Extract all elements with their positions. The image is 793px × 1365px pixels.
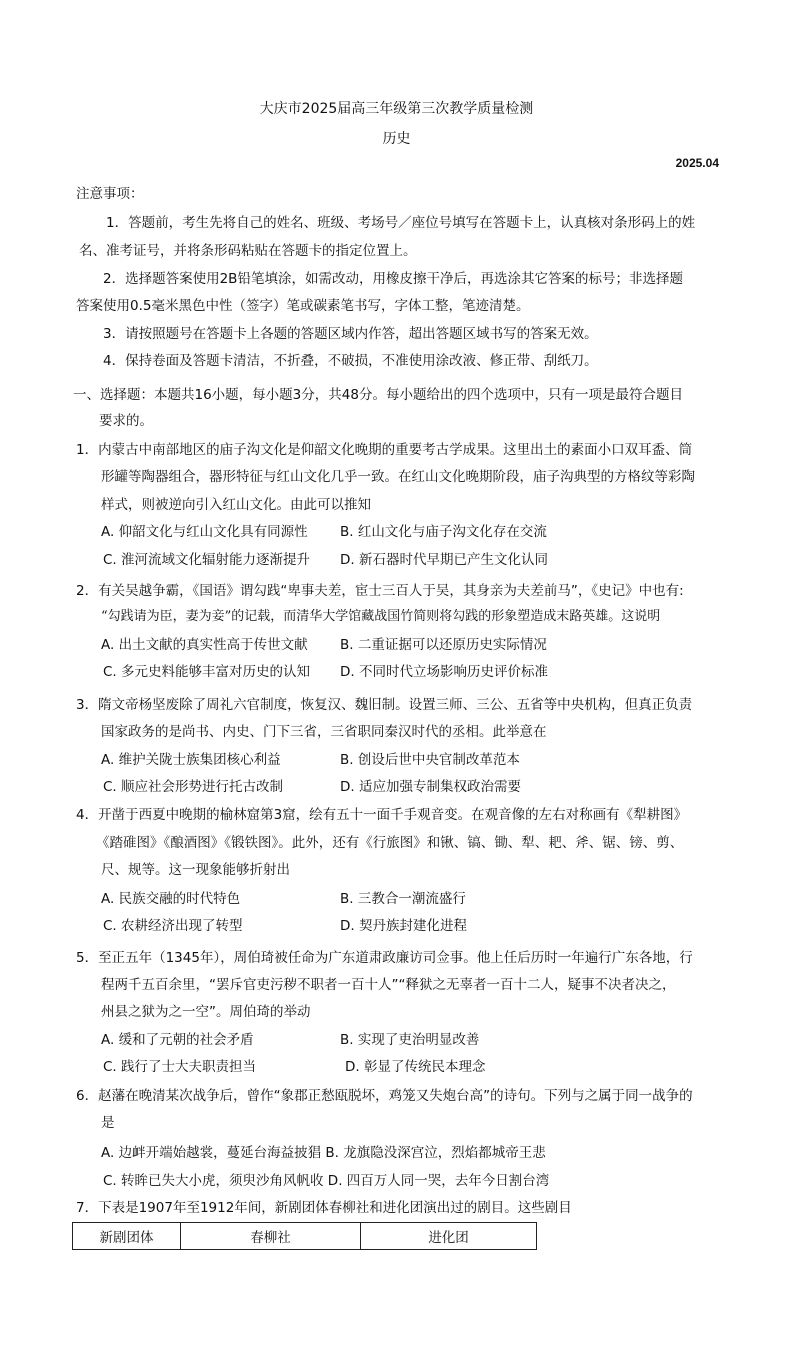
q4-option-d[interactable]: D. 契丹族封建化进程 xyxy=(340,918,467,934)
q1-line-2: 形罐等陶器组合，器形特征与红山文化几乎一致。在红山文化晚期阶段，庙子沟典型的方格纹等彩陶 xyxy=(101,469,695,485)
section-heading-line-2: 要求的。 xyxy=(99,413,153,429)
notice-item-2-line-1: 2．选择题答案使用2B铅笔填涂，如需改动，用橡皮擦干净后，再选涂其它答案的标号；非选择题 xyxy=(103,271,683,287)
q2-line-2: “勾践请为臣，妻为妾”的记载，而清华大学馆藏战国竹简则将勾践的形象塑造成末路英雄。这说明 xyxy=(101,609,661,624)
q5-option-c[interactable]: C. 践行了士大夫职责担当 xyxy=(103,1059,257,1075)
table-header-cell: 新剧团体 xyxy=(73,1223,181,1250)
subject-title: 历史 xyxy=(382,131,411,147)
q3-line-1: 3．隋文帝杨坚废除了周礼六官制度，恢复汉、魏旧制。设置三师、三公、五省等中央机构，但真正负责 xyxy=(76,697,693,713)
q6-options-ab[interactable]: A. 边衅开端始越裳，蔓延台海益披猖 B. 龙旗隐没深宫泣，烈焰都城帝王悲 xyxy=(101,1145,546,1161)
q4-option-c[interactable]: C. 农耕经济出现了转型 xyxy=(103,918,243,934)
q2-option-a[interactable]: A. 出土文献的真实性高于传世文献 xyxy=(101,637,308,653)
q6-line-2: 是 xyxy=(101,1115,115,1131)
q4-option-b[interactable]: B. 三教合一潮流盛行 xyxy=(340,891,466,907)
table-header-cell: 进化团 xyxy=(361,1223,537,1250)
q1-option-d[interactable]: D. 新石器时代早期已产生文化认同 xyxy=(340,552,548,568)
q5-line-1: 5．至正五年（1345年），周伯琦被任命为广东道肃政廉访司佥事。他上任后历时一年遍行广东各地，行 xyxy=(76,950,693,966)
q2-option-c[interactable]: C. 多元史料能够丰富对历史的认知 xyxy=(103,664,311,680)
q1-option-a[interactable]: A. 仰韶文化与红山文化具有同源性 xyxy=(101,524,308,540)
notice-item-1-line-2: 名、准考证号，并将条形码粘贴在答题卡的指定位置上。 xyxy=(79,243,417,259)
q3-option-a[interactable]: A. 维护关陇士族集团核心利益 xyxy=(101,752,281,768)
q5-option-a[interactable]: A. 缓和了元朝的社会矛盾 xyxy=(101,1032,254,1048)
q3-option-b[interactable]: B. 创设后世中央官制改革范本 xyxy=(340,752,520,768)
q1-option-b[interactable]: B. 红山文化与庙子沟文化存在交流 xyxy=(340,524,547,540)
q2-option-b[interactable]: B. 二重证据可以还原历史实际情况 xyxy=(340,637,547,653)
q3-option-c[interactable]: C. 顺应社会形势进行托古改制 xyxy=(103,779,284,795)
notice-item-4: 4．保持卷面及答题卡清洁，不折叠，不破损，不准使用涂改液、修正带、刮纸刀。 xyxy=(103,353,598,369)
exam-title: 大庆市2025届高三年级第三次教学质量检测 xyxy=(259,101,534,117)
q6-line-1: 6．赵藩在晚清某次战争后，曾作“象郡正愁瓯脱坏，鸡笼又失炮台高”的诗句。下列与之属于同一战争的 xyxy=(76,1088,693,1104)
table-header-cell: 春柳社 xyxy=(181,1223,361,1250)
section-heading-line-1: 一、选择题：本题共16小题，每小题3分，共48分。每小题给出的四个选项中，只有一项是最符合题目 xyxy=(73,387,683,403)
q2-line-1: 2．有关吴越争霸，《国语》谓勾践“卑事夫差，宦士三百人于吴，其身亲为夫差前马”，《史记》中也有: xyxy=(76,583,684,599)
q5-line-2: 程两千五百余里，“罢斥官吏污秽不职者一百十人”“释狱之无辜者一百十二人，疑事不决者决之， xyxy=(101,977,676,993)
q5-line-3: 州县之狱为之一空”。周伯琦的举动 xyxy=(101,1004,311,1020)
notice-item-2-line-2: 答案使用0.5毫米黑色中性（签字）笔或碳素笔书写，字体工整，笔迹清楚。 xyxy=(76,298,530,314)
q7-table xyxy=(72,1222,537,1250)
q5-option-b[interactable]: B. 实现了吏治明显改善 xyxy=(340,1032,480,1048)
table-header-row xyxy=(73,1223,537,1250)
q3-line-2: 国家政务的是尚书、内史、门下三省，三省职同秦汉时代的丞相。此举意在 xyxy=(101,724,547,740)
q1-option-c[interactable]: C. 淮河流域文化辐射能力逐渐提升 xyxy=(103,552,311,568)
q1-line-1: 1．内蒙古中南部地区的庙子沟文化是仰韶文化晚期的重要考古学成果。这里出土的素面小口双耳盉、筒 xyxy=(76,442,693,458)
notice-heading: 注意事项： xyxy=(76,186,144,202)
q4-line-1: 4．开凿于西夏中晚期的榆林窟第3窟，绘有五十一面千手观音变。在观音像的左右对称画有《犁耕图》 xyxy=(76,807,688,823)
notice-item-3: 3．请按照题号在答题卡上各题的答题区域内作答，超出答题区域书写的答案无效。 xyxy=(103,326,598,342)
notice-item-1-line-1: 1．答题前，考生先将自己的姓名、班级、考场号／座位号填写在答题卡上，认真核对条形码上的姓 xyxy=(106,215,696,231)
exam-date: 2025.04 xyxy=(675,156,719,170)
q5-option-d[interactable]: D. 彰显了传统民本理念 xyxy=(345,1059,486,1075)
q4-line-2: 《踏碓图》《酿酒图》《锻铁图》。此外，还有《行旅图》和锹、镐、锄、犁、耙、斧、锯、镑、剪、 xyxy=(96,835,684,851)
q7-line-1: 7．下表是1907年至1912年间，新剧团体春柳社和进化团演出过的剧目。这些剧目 xyxy=(76,1200,572,1216)
q4-line-3: 尺、规等。这一现象能够折射出 xyxy=(101,862,290,878)
q1-line-3: 样式，则被逆向引入红山文化。由此可以推知 xyxy=(101,497,371,513)
q3-option-d[interactable]: D. 适应加强专制集权政治需要 xyxy=(340,779,521,795)
q2-option-d[interactable]: D. 不同时代立场影响历史评价标准 xyxy=(340,664,548,680)
q6-options-cd[interactable]: C. 转眸已失大小虎，须臾沙角风帆收 D. 四百万人同一哭，去年今日割台湾 xyxy=(103,1173,550,1189)
q4-option-a[interactable]: A. 民族交融的时代特色 xyxy=(101,891,241,907)
